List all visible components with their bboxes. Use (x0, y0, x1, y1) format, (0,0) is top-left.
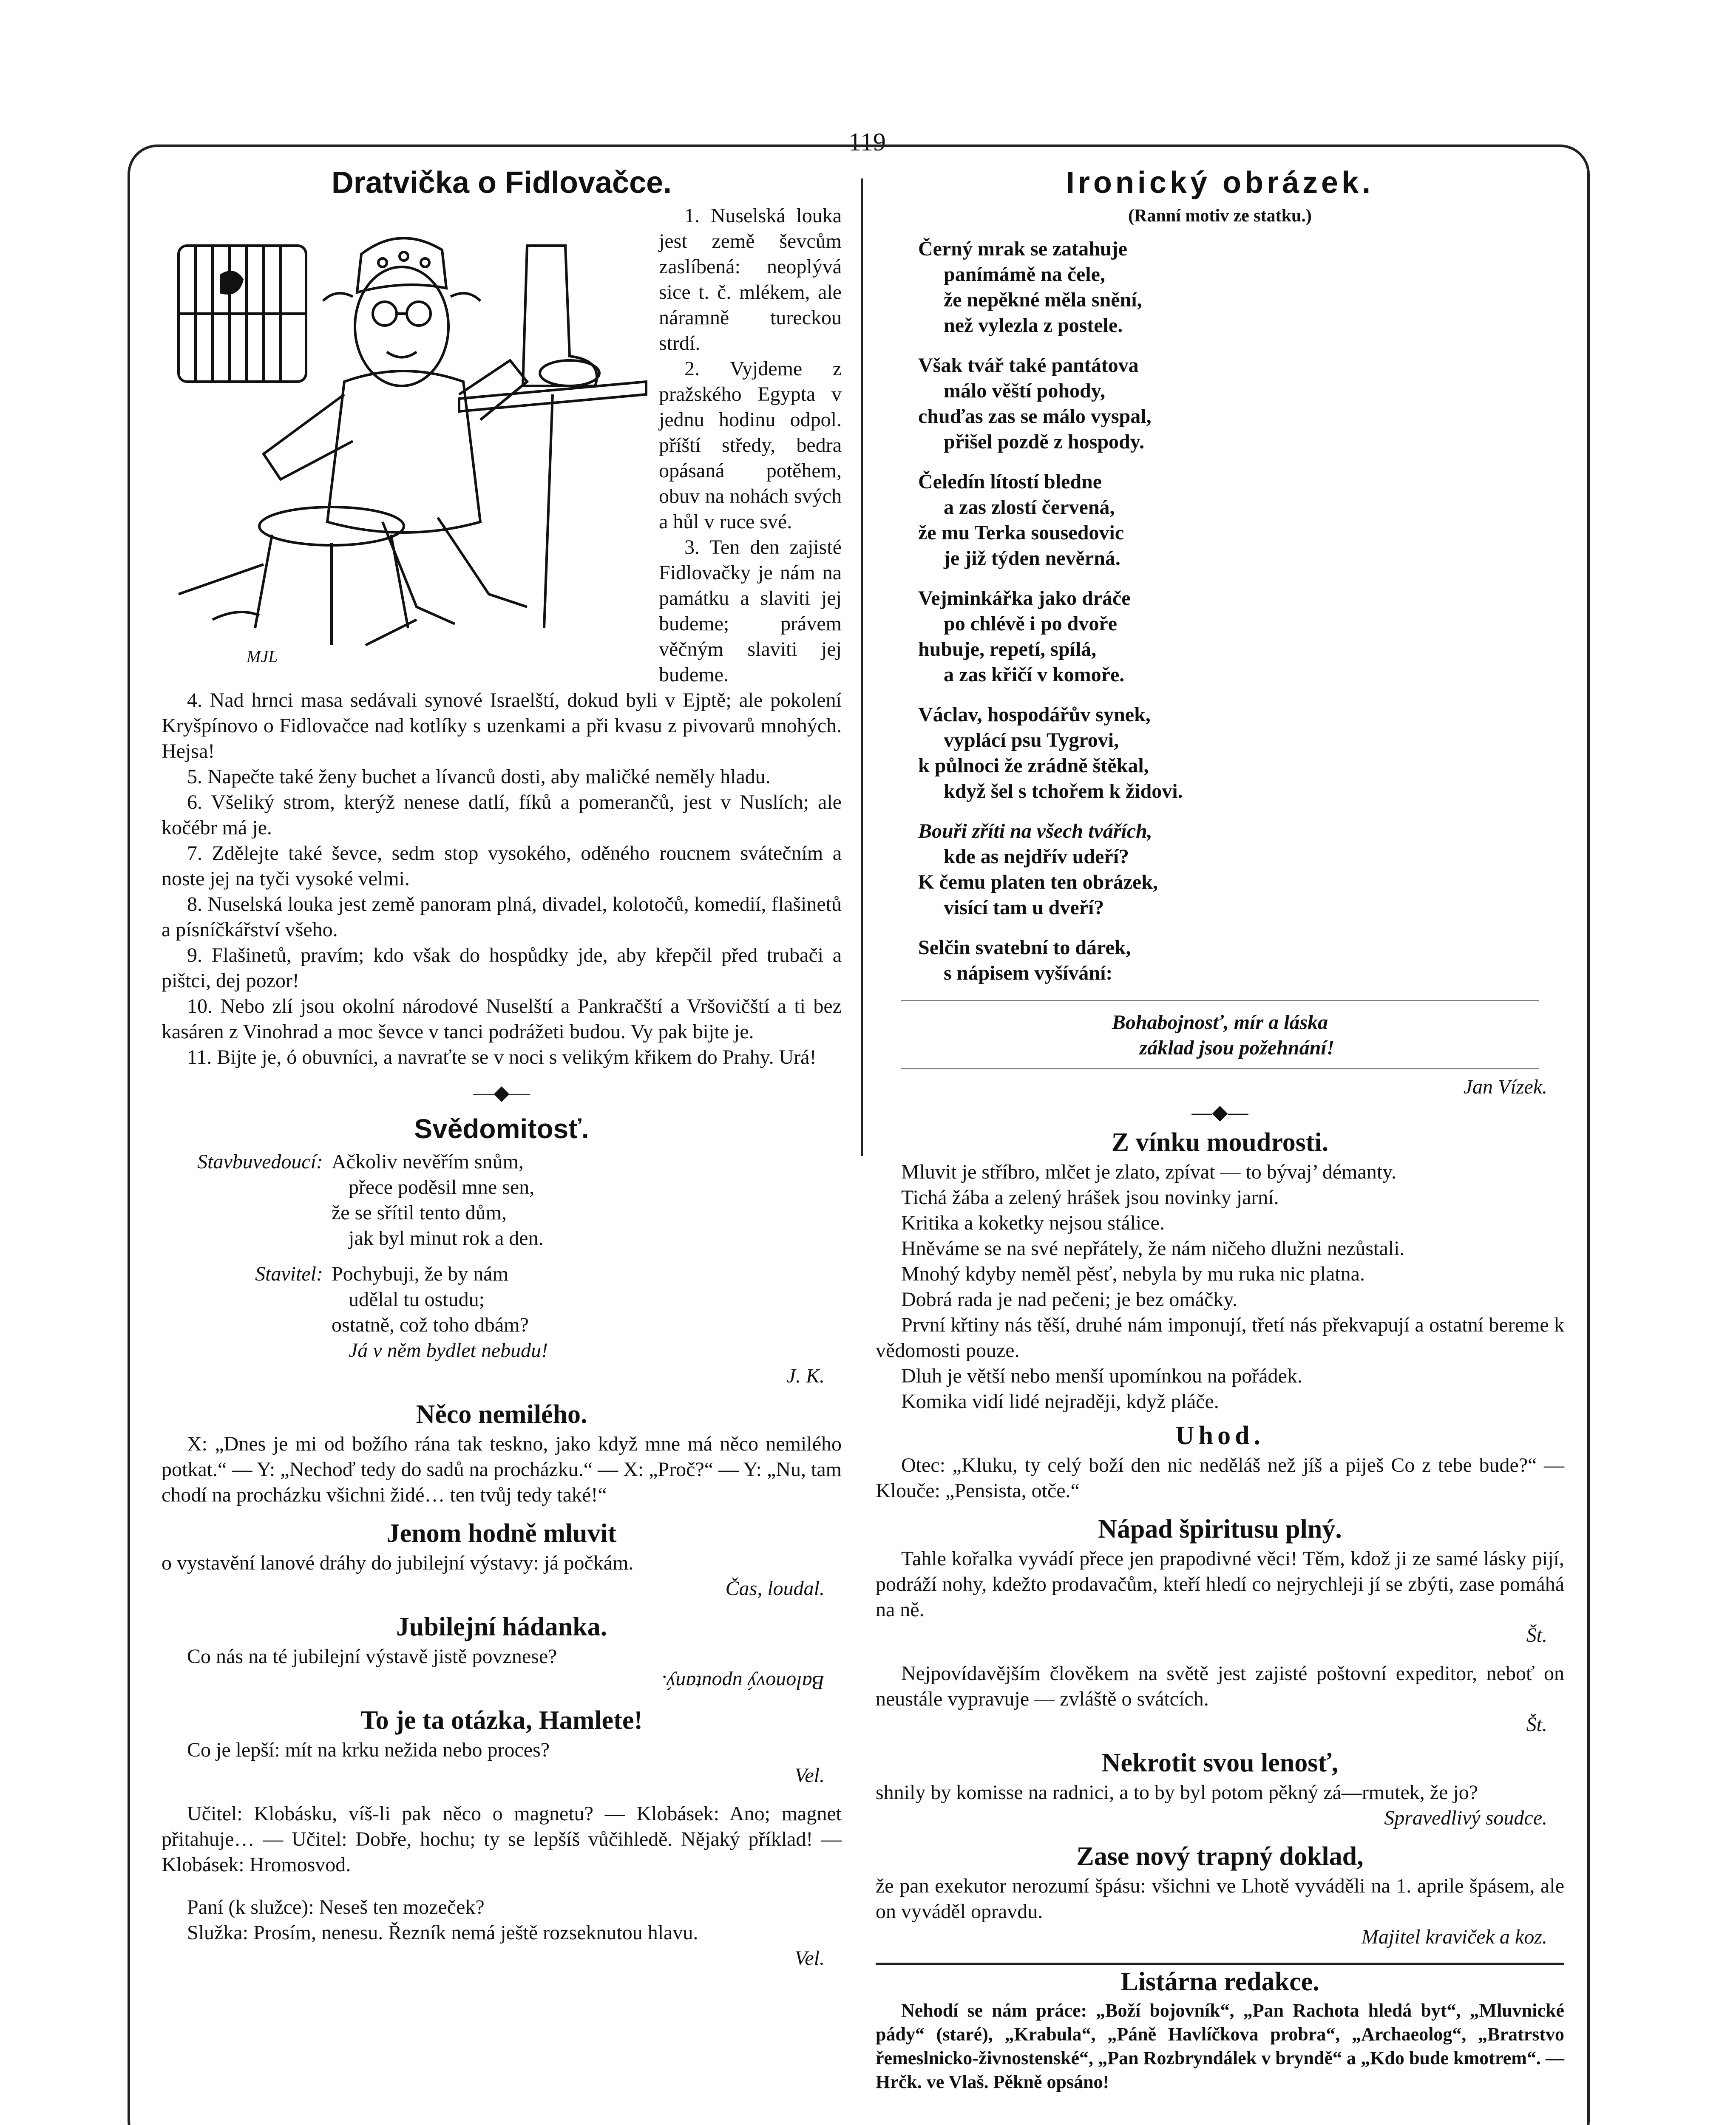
speaker-label: Stavbuvedoucí: (197, 1150, 323, 1173)
ironicky-title: Ironický obrázek. (1066, 166, 1374, 200)
ucitel-dialogue: Učitel: Klobásku, víš-li pak něco o magnetu? — Klobásek: Ano; magnet přitahuje… — Učitel: Dobře, hochu; ty se lepšíš vůčihledě. Nějaký příklad! — Klobásek: Hromosvod. (162, 1802, 842, 1876)
jenom-text: o vystavění lanové dráhy do jubilejní výstavy: já počkám. (162, 1552, 634, 1574)
verse-line: visící tam u dveří? (944, 896, 1104, 919)
ironicky-stanza-7 (918, 935, 1564, 986)
listarna-title: Listárna redakce. (1120, 1967, 1319, 1996)
nekrotit-text: shnily by komisse na radnici, a to by byl potom pěkný zá—rmutek, že jo? (876, 1781, 1478, 1804)
zase-title: Zase nový trapný doklad, (1076, 1842, 1364, 1871)
ironicky-stanza-5 (918, 702, 1564, 804)
hadanka-answer: Balonový upoutaný. (661, 1671, 825, 1694)
dratvicka-paragraph-9: 9. Flašinetů, pravím; kdo však do hospůdky jde, aby křepčil před trubači a pištci, dej pozor! (162, 944, 842, 992)
motto-line-2: základ jsou požehnání! (1139, 1037, 1335, 1059)
verse-line: Já v něm bydlet nebudu! (349, 1339, 548, 1362)
maxim-line: Hněváme se na své nepřátely, že nám ničeho dlužni nezůstali. (901, 1237, 1405, 1260)
zase-text: že pan exekutor nerozumí špásu: všichni ve Lhotě vyváděli na 1. aprile špásem, ale on vyváděl opravdu. (876, 1875, 1564, 1923)
verse-line: že se sřítil tento dům, (332, 1201, 507, 1224)
pani-signature: Vel. (794, 1947, 825, 1969)
left-column (162, 166, 842, 1971)
verse-line: k půlnoci že zrádně štěkal, (918, 754, 1149, 777)
right-column (876, 166, 1564, 2094)
verse-line: chuďas zas se málo vyspal, (918, 405, 1152, 428)
ironicky-stanza-1 (918, 236, 1564, 338)
verse-line: že mu Terka sousedovic (918, 521, 1124, 544)
dratvicka-paragraph-6: 6. Všeliký strom, kterýž nenese datlí, fíků a pomerančů, jest v Nuslích; ale kočébr má je. (162, 791, 842, 839)
verse-line: málo věští pohody, (944, 380, 1106, 402)
nekrotit-title: Nekrotit svou lenosť, (1101, 1748, 1339, 1777)
dratvicka-paragraph-7: 7. Zdělejte také ševce, sedm stop vysokého, oděného roucnem svátečním a noste jej na tyči vysoké velmi. (162, 842, 842, 890)
jenom-signature: Čas, loudal. (725, 1577, 825, 1600)
maxim-line: Komika vidí lidé nejraději, když pláče. (901, 1390, 1219, 1413)
svedomitost-stanza-1 (162, 1149, 842, 1251)
dratvicka-paragraph-11: 11. Bijte je, ó obuvníci, a navraťte se v noci s velikým křikem do Prahy. Urá! (187, 1046, 817, 1068)
cobbler-illustration (162, 203, 650, 675)
verse-line: K čemu platen ten obrázek, (918, 871, 1158, 893)
verse-line: ostatně, což toho dbám? (332, 1314, 529, 1336)
maxim-line: Tichá žába a zelený hrášek jsou novinky jarní. (901, 1186, 1279, 1209)
verse-line: a zas křičí v komoře. (944, 663, 1125, 686)
maxim-line: Mnohý kdyby neměl pěsť, nebyla by mu ruka nic platna. (901, 1263, 1365, 1285)
napad-title: Nápad špiritusu plný. (1098, 1515, 1342, 1544)
verse-line: než vylezla z postele. (944, 314, 1123, 337)
verse-line: jak byl minut rok a den. (349, 1227, 544, 1250)
zvinku-title: Z vínku moudrosti. (1111, 1128, 1329, 1157)
verse-line: hubuje, repetí, spílá, (918, 638, 1097, 660)
listarna-rule (876, 1963, 1564, 1965)
section-divider: —◆— (1191, 1101, 1248, 1124)
hadanka-title: Jubilejní hádanka. (396, 1612, 607, 1641)
jenom-title: Jenom hodně mluvit (386, 1519, 617, 1548)
maxim-line: První křtiny nás těší, druhé nám imponují, třetí nás překvapují a ostatní bereme k vědomosti pouze. (876, 1314, 1564, 1362)
verse-line: vyplácí psu Tygrovi, (944, 729, 1119, 751)
verse-line: Ačkoliv nevěřím snům, (332, 1150, 524, 1173)
listarna-text: Nehodí se nám práce: „Boží bojovník“, „Pan Rachota hledá byt“, „Mluvnické pády“ (staré), „Krabula“, „Páně Havlíčkova probra“, „Archaeolog“, „Bratrstvo řemeslnicko-živnostenské“, „Pan Rozbryndálek v bryndě“ a „Kdo bude kmotrem“. — Hrčk. ve Vlaš. Pěkně opsáno! (876, 2000, 1564, 2092)
uhod-text: Otec: „Kluku, ty celý boží den nic neděláš než jíš a piješ Co z tebe bude?“ — Klouče: „Pensista, otče.“ (876, 1454, 1564, 1502)
verse-line: Selčin svatební to dárek, (918, 936, 1131, 959)
verse-line: po chlévě i po dvoře (944, 612, 1117, 635)
maxim-line: Dobrá rada je nad pečeni; je bez omáčky. (901, 1288, 1238, 1311)
ironicky-stanza-6 (918, 819, 1564, 921)
svedomitost-title: Svědomitosť. (414, 1114, 589, 1144)
ironicky-signature: Jan Vízek. (1463, 1076, 1547, 1098)
motto-line-1: Bohabojnosť, mír a láska (1112, 1011, 1328, 1034)
verse-line: panímámě na čele, (944, 263, 1105, 286)
verse-line: udělal tu ostudu; (349, 1288, 485, 1311)
ironicky-subtitle: (Ranní motiv ze statku.) (1128, 206, 1312, 226)
svedomitost-stanza-2 (162, 1261, 842, 1363)
verse-line: Černý mrak se zatahuje (918, 238, 1127, 260)
ironicky-stanza-2 (918, 353, 1564, 455)
verse-line: Čeledín lítostí bledne (918, 470, 1102, 493)
dratvicka-paragraph-1: 1. Nuselská louka jest země ševcům zaslíbená: neoplývá sice t. č. mlékem, ale náramně tureckou strdí. (659, 204, 842, 354)
verse-line: je již týden nevěrná. (944, 547, 1120, 570)
zase-signature: Majitel kraviček a koz. (1361, 1926, 1547, 1948)
verse-line: Pochybuji, že by nám (332, 1263, 508, 1285)
verse-line: kde as nejdřív udeří? (944, 845, 1129, 868)
hamlet-text: Co je lepší: mít na krku nežida nebo proces? (187, 1739, 550, 1761)
dratvicka-paragraph-2: 2. Vyjdeme z pražského Egypta v jednu hodinu odpol. příští středy, bedra opásaná potěhem, obuv na nohách svých a hůl v ruce své. (659, 357, 842, 533)
neco-text: X: „Dnes je mi od božího rána tak teskno, jako když mne má něco nemilého potkat.“ — Y: „Nechoď tedy do sadů na procházku.“ — X: „Proč?“ — Y: „Nu, tam chodí na procházku všichni židé… ten tvůj tedy také!“ (162, 1433, 842, 1506)
dratvicka-title: Dratvička o Fidlovačce. (331, 166, 672, 200)
hadanka-text: Co nás na té jubilejní výstavě jistě povznese? (187, 1645, 557, 1668)
dratvicka-paragraph-8: 8. Nuselská louka jest země panoram plná, divadel, kolotočů, komedií, flašinetů a písníčkářství všeho. (162, 893, 842, 941)
svedomitost-signature: J. K. (786, 1365, 825, 1387)
verse-line: a zas zlostí červená, (944, 496, 1115, 518)
column-divider (861, 178, 863, 1156)
verse-line: Však tvář také pantátova (918, 354, 1139, 377)
verse-line: Václav, hospodářův synek, (918, 703, 1151, 726)
section-divider: —◆— (473, 1082, 530, 1104)
dratvicka-paragraph-10: 10. Nebo zlí jsou okolní národové Nuselští a Pankračští a Vršovičští a ti bez kasáren z Vinohrad a moc ševce v tanci podrážeti budou. Vy pak bijte je. (162, 995, 842, 1043)
napad-text: Tahle kořalka vyvádí přece jen prapodivné věci! Těm, kdož ji ze samé lásky pijí, podráží nohy, kdežto prodavačům, kteří hledí co nejrychleji jí se zbýti, zase pomáhá na ně. (876, 1547, 1564, 1621)
nejpov-text: Nejpovídavějším člověkem na světě jest zajisté poštovní expeditor, neboť on neustále vypravuje — zvláště o svátcích. (876, 1662, 1564, 1710)
dratvicka-paragraph-5: 5. Napečte také ženy buchet a lívanců dosti, aby maličké neměly hladu. (187, 765, 771, 788)
maxim-line: Mluvit je stříbro, mlčet je zlato, zpívat — to bývaj’ démanty. (901, 1161, 1397, 1183)
pani-line-1: Paní (k služce): Neseš ten mozeček? (187, 1896, 485, 1918)
verse-line: přece poděsil mne sen, (349, 1176, 535, 1198)
verse-line: přišel pozdě z hospody. (944, 431, 1145, 453)
nekrotit-signature: Spravedlivý soudce. (1384, 1807, 1547, 1829)
neco-title: Něco nemilého. (416, 1400, 587, 1429)
uhod-title: Uhod. (1175, 1421, 1265, 1450)
ironicky-stanza-4 (918, 586, 1564, 688)
svg-text:MJL: MJL (247, 647, 278, 666)
verse-line: Bouři zříti na všech tvářích, (918, 820, 1152, 842)
dratvicka-paragraph-4: 4. Nad hrnci masa sedávali synové Israelští, dokud byli v Ejptě; ale pokolení Kryšpínovo o Fidlovačce nad kotlíky s uzenkami a při kvasu z pivovarů mnohých. Hejsa! (162, 689, 842, 762)
maxim-line: Kritika a koketky nejsou stálice. (901, 1212, 1165, 1234)
verse-line: že nepěkné měla snění, (944, 289, 1142, 311)
page-number: 119 (848, 128, 886, 156)
nejpov-signature: Št. (1526, 1713, 1547, 1736)
hamlet-title: To je ta otázka, Hamlete! (360, 1706, 643, 1735)
ironicky-stanza-3 (918, 469, 1564, 571)
embroidered-motto (901, 1000, 1539, 1070)
napad-signature: Št. (1526, 1624, 1547, 1646)
hamlet-signature: Vel. (794, 1764, 825, 1787)
verse-line: Vejminkářka jako dráče (918, 587, 1131, 609)
dratvicka-article (162, 203, 842, 688)
verse-line: když šel s tchořem k židovi. (944, 780, 1183, 802)
pani-line-2: Služka: Prosím, nenesu. Řezník nemá ještě rozseknutou hlavu. (187, 1921, 698, 1944)
verse-line: s nápisem vyšívání: (944, 962, 1113, 984)
maxim-line: Dluh je větší nebo menší upomínkou na pořádek. (901, 1365, 1302, 1387)
speaker-label: Stavitel: (255, 1263, 323, 1285)
dratvicka-paragraph-3: 3. Ten den zajisté Fidlovačky je nám na památku a slaviti jej budeme; právem věčným slaviti jej budeme. (659, 536, 842, 686)
